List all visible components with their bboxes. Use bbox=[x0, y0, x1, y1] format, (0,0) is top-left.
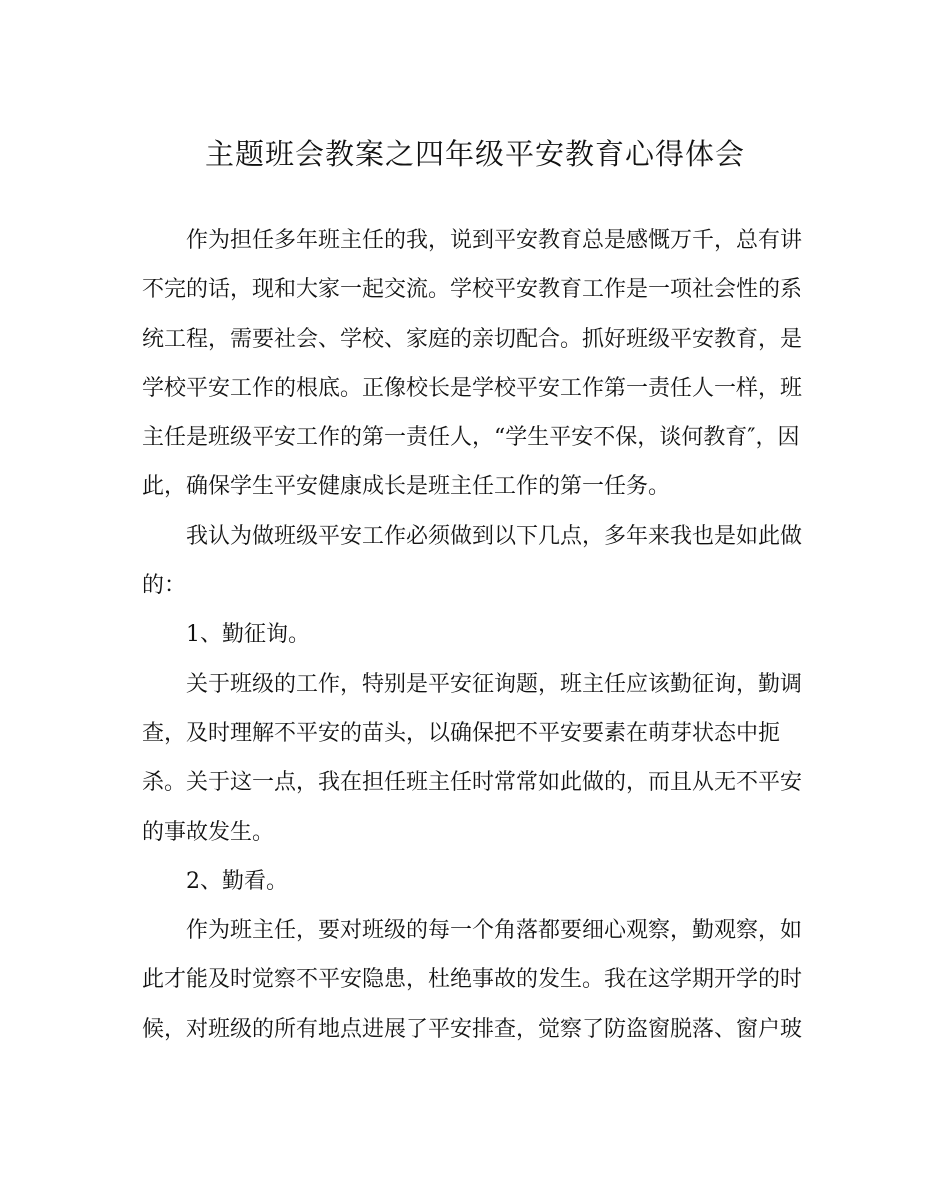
section-heading: 1、勤征询。 bbox=[186, 622, 310, 648]
paragraph-line: 候，对班级的所有地点进展了平安排查，觉察了防盗窗脱落、窗户玻 bbox=[142, 1016, 803, 1042]
paragraph-line: 关于班级的工作，特别是平安征询题，班主任应该勤征询，勤调 bbox=[186, 671, 803, 697]
paragraph-line: 作为担任多年班主任的我，说到平安教育总是感慨万千，总有讲 bbox=[186, 228, 803, 253]
section-heading: 2、勤看。 bbox=[186, 868, 288, 894]
paragraph-line: 学校平安工作的根底。正像校长是学校平安工作第一责任人一样，班 bbox=[142, 375, 803, 401]
document-body bbox=[142, 216, 808, 1054]
paragraph-line: 的： bbox=[142, 573, 187, 599]
paragraph-line: 此，确保学生平安健康成长是班主任工作的第一任务。 bbox=[142, 474, 671, 500]
document-title: 主题班会教案之四年级平安教育心得体会 bbox=[204, 137, 745, 171]
paragraph-line: 主任是班级平安工作的第一责任人，“学生平安不保，谈何教育″，因 bbox=[142, 425, 800, 451]
paragraph-line: 的事故发生。 bbox=[142, 819, 275, 845]
paragraph-line: 查，及时理解不平安的苗头，以确保把不平安要素在萌芽状态中扼 bbox=[142, 720, 781, 746]
paragraph-line: 统工程，需要社会、学校、家庭的亲切配合。抓好班级平安教育，是 bbox=[142, 326, 803, 352]
paragraph-line: 我认为做班级平安工作必须做到以下几点，多年来我也是如此做 bbox=[186, 523, 803, 549]
paragraph-line: 作为班主任，要对班级的每一个角落都要细心观察，勤观察，如 bbox=[186, 918, 803, 944]
paragraph-line: 不完的话，现和大家一起交流。学校平安教育工作是一项社会性的系 bbox=[142, 277, 803, 303]
paragraph-line: 此才能及时觉察不平安隐患，杜绝事故的发生。我在这学期开学的时 bbox=[142, 967, 803, 993]
paragraph-line: 杀。关于这一点，我在担任班主任时常常如此做的，而且从无不平安 bbox=[142, 770, 803, 796]
